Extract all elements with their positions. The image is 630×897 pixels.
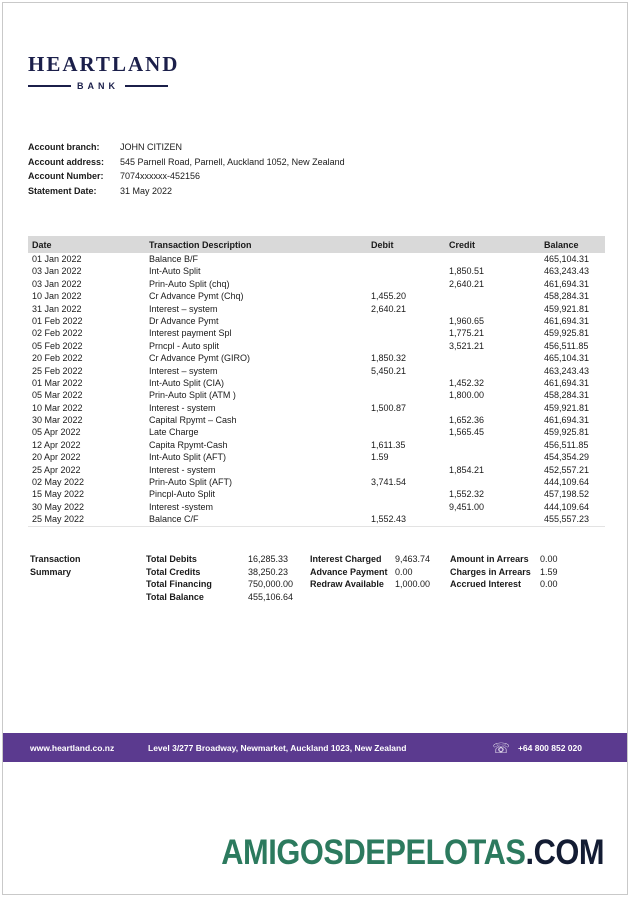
summary-value: 750,000.00 bbox=[248, 579, 294, 590]
cell-balance: 463,243.43 bbox=[544, 365, 590, 376]
summary-value: 9,463.74 bbox=[395, 554, 431, 564]
cell-debit bbox=[367, 327, 445, 339]
summary-value: 0.00 bbox=[540, 554, 558, 564]
cell-credit bbox=[445, 451, 540, 463]
account-info-value: 545 Parnell Road, Parnell, Auckland 1052, New Zealand bbox=[120, 156, 345, 167]
summary-title bbox=[30, 553, 146, 603]
cell-description: Capital Rpymt – Cash bbox=[149, 415, 237, 426]
summary-row bbox=[146, 578, 310, 591]
cell-description: Balance B/F bbox=[149, 254, 199, 264]
cell-date: 02 May 2022 bbox=[32, 477, 85, 488]
table-row bbox=[28, 352, 605, 364]
cell-description: Interest -system bbox=[149, 501, 214, 512]
cell-credit bbox=[445, 290, 540, 302]
cell-debit bbox=[367, 340, 445, 352]
cell-credit: 3,521.21 bbox=[449, 340, 485, 351]
summary-label: Total Credits bbox=[146, 566, 201, 577]
cell-balance: 461,694.31 bbox=[544, 415, 590, 426]
cell-date: 03 Jan 2022 bbox=[32, 266, 82, 277]
table-header-debit: Debit bbox=[371, 239, 394, 250]
cell-description: Late Charge bbox=[149, 427, 199, 438]
cell-credit: 1,452.32 bbox=[449, 377, 485, 388]
watermark-main: AMIGOSDEPELOTAS bbox=[221, 833, 526, 872]
phone-icon: ☏ bbox=[492, 739, 510, 756]
cell-description: Cr Advance Pymt (Chq) bbox=[149, 291, 244, 302]
cell-balance: 459,925.81 bbox=[544, 427, 590, 438]
table-row bbox=[28, 315, 605, 327]
cell-balance: 458,284.31 bbox=[544, 291, 590, 302]
cell-credit: 1,565.45 bbox=[449, 427, 485, 438]
summary-row bbox=[450, 578, 602, 591]
cell-date: 31 Jan 2022 bbox=[32, 303, 82, 314]
cell-date: 02 Feb 2022 bbox=[32, 328, 83, 339]
cell-balance: 454,354.29 bbox=[544, 452, 590, 463]
footer-website: www.heartland.co.nz bbox=[30, 742, 115, 753]
account-info-value: 31 May 2022 bbox=[120, 185, 173, 196]
cell-balance: 458,284.31 bbox=[544, 390, 590, 401]
cell-date: 20 Apr 2022 bbox=[32, 452, 81, 463]
footer-phone: +64 800 852 020 bbox=[517, 742, 582, 753]
table-row bbox=[28, 303, 605, 315]
table-row bbox=[28, 426, 605, 438]
summary-label: Amount in Arrears bbox=[450, 554, 529, 564]
cell-date: 25 Apr 2022 bbox=[32, 464, 81, 475]
summary-row bbox=[310, 553, 450, 566]
cell-date: 20 Feb 2022 bbox=[32, 353, 83, 364]
cell-credit: 1,800.00 bbox=[449, 390, 485, 401]
cell-credit bbox=[445, 402, 540, 414]
cell-debit bbox=[367, 488, 445, 500]
cell-debit: 1,500.87 bbox=[371, 402, 407, 413]
cell-description: Int-Auto Split (CIA) bbox=[149, 377, 225, 388]
cell-balance: 459,925.81 bbox=[544, 328, 590, 339]
cell-balance: 444,109.64 bbox=[544, 501, 590, 512]
cell-date: 10 Jan 2022 bbox=[32, 291, 82, 302]
summary-value: 455,106.64 bbox=[248, 591, 294, 602]
summary-label: Redraw Available bbox=[310, 579, 384, 590]
account-info-label: Account address: bbox=[28, 156, 105, 167]
cell-description: Interest - system bbox=[149, 402, 216, 413]
cell-description: Interest – system bbox=[149, 365, 218, 376]
summary-title-line1: Transaction bbox=[30, 554, 81, 564]
cell-balance: 459,921.81 bbox=[544, 402, 590, 413]
cell-date: 12 Apr 2022 bbox=[32, 439, 81, 450]
transaction-summary bbox=[30, 553, 602, 603]
cell-credit bbox=[445, 253, 540, 265]
logo-rule-left bbox=[28, 85, 71, 87]
cell-debit: 1,611.35 bbox=[371, 439, 406, 450]
cell-date: 30 May 2022 bbox=[32, 501, 85, 512]
summary-value: 1.59 bbox=[540, 566, 558, 577]
summary-value: 1,000.00 bbox=[395, 579, 431, 590]
cell-description: Dr Advance Pymt bbox=[149, 315, 219, 326]
cell-description: Prin-Auto Split (chq) bbox=[149, 278, 230, 289]
cell-balance: 444,109.64 bbox=[544, 477, 590, 488]
cell-description: Interest - system bbox=[149, 464, 216, 475]
summary-label: Total Debits bbox=[146, 554, 197, 564]
bank-logo-sub: BANK bbox=[77, 81, 119, 91]
cell-balance: 456,511.85 bbox=[544, 340, 589, 351]
cell-credit: 1,775.21 bbox=[449, 328, 485, 339]
cell-date: 05 Apr 2022 bbox=[32, 427, 81, 438]
cell-description: Int-Auto Split bbox=[149, 266, 201, 277]
cell-description: Balance C/F bbox=[149, 514, 199, 525]
cell-balance: 457,198.52 bbox=[544, 489, 590, 500]
cell-date: 01 Feb 2022 bbox=[32, 315, 83, 326]
cell-credit bbox=[445, 352, 540, 364]
cell-description: Pincpl-Auto Split bbox=[149, 489, 216, 500]
account-info-row bbox=[28, 155, 345, 170]
summary-value: 38,250.23 bbox=[248, 566, 289, 577]
footer-phone-group bbox=[492, 741, 627, 755]
table-row bbox=[28, 389, 605, 401]
cell-debit bbox=[367, 278, 445, 290]
table-row bbox=[28, 265, 605, 277]
cell-date: 05 Feb 2022 bbox=[32, 340, 83, 351]
account-info-row bbox=[28, 140, 345, 155]
table-row bbox=[28, 439, 605, 451]
table-header-balance: Balance bbox=[544, 239, 579, 250]
account-info-label: Account branch: bbox=[28, 142, 100, 152]
table-row bbox=[28, 464, 605, 476]
cell-balance: 456,511.85 bbox=[544, 439, 589, 450]
table-row bbox=[28, 402, 605, 414]
summary-value: 0.00 bbox=[540, 579, 558, 590]
cell-credit bbox=[445, 513, 540, 525]
cell-debit: 5,450.21 bbox=[371, 365, 407, 376]
table-row bbox=[28, 513, 605, 525]
table-row bbox=[28, 451, 605, 463]
cell-date: 30 Mar 2022 bbox=[32, 415, 83, 426]
cell-description: Interest payment Spl bbox=[149, 328, 232, 339]
bank-logo bbox=[28, 52, 180, 91]
cell-date: 01 Mar 2022 bbox=[32, 377, 83, 388]
table-row bbox=[28, 290, 605, 302]
summary-title-line2: Summary bbox=[30, 566, 72, 577]
cell-debit bbox=[367, 389, 445, 401]
cell-balance: 459,921.81 bbox=[544, 303, 590, 314]
cell-debit: 1,552.43 bbox=[371, 514, 407, 525]
table-header-description: Transaction Description bbox=[149, 239, 252, 250]
table-row bbox=[28, 377, 605, 389]
table-row bbox=[28, 476, 605, 488]
cell-date: 03 Jan 2022 bbox=[32, 278, 82, 289]
cell-debit bbox=[367, 265, 445, 277]
cell-description: Int-Auto Split (AFT) bbox=[149, 452, 227, 463]
summary-interest-group bbox=[310, 553, 450, 603]
cell-date: 25 Feb 2022 bbox=[32, 365, 83, 376]
summary-label: Total Financing bbox=[146, 579, 212, 590]
account-info-row bbox=[28, 184, 345, 199]
cell-debit bbox=[367, 414, 445, 426]
cell-credit bbox=[445, 439, 540, 451]
cell-debit bbox=[367, 377, 445, 389]
table-header-date: Date bbox=[32, 239, 52, 250]
cell-credit bbox=[445, 365, 540, 377]
cell-credit: 1,854.21 bbox=[449, 464, 485, 475]
cell-credit: 1,652.36 bbox=[449, 415, 485, 426]
table-row bbox=[28, 414, 605, 426]
table-row bbox=[28, 327, 605, 339]
cell-date: 10 Mar 2022 bbox=[32, 402, 83, 413]
summary-row bbox=[450, 566, 602, 579]
bank-logo-subline bbox=[28, 81, 168, 91]
cell-credit: 2,640.21 bbox=[449, 278, 485, 289]
footer-bar bbox=[3, 733, 627, 762]
summary-label: Advance Payment bbox=[310, 566, 388, 577]
cell-date: 15 May 2022 bbox=[32, 489, 85, 500]
account-info-value: 7074xxxxxx-452156 bbox=[120, 171, 201, 181]
cell-credit bbox=[445, 303, 540, 315]
table-row bbox=[28, 488, 605, 500]
cell-debit: 3,741.54 bbox=[371, 477, 407, 488]
table-row bbox=[28, 340, 605, 352]
watermark-suffix: .COM bbox=[525, 833, 604, 872]
cell-balance: 452,557.21 bbox=[544, 464, 590, 475]
table-row bbox=[28, 278, 605, 290]
cell-debit bbox=[367, 426, 445, 438]
table-header-credit: Credit bbox=[449, 239, 476, 250]
cell-debit: 1,455.20 bbox=[371, 291, 407, 302]
summary-row bbox=[310, 578, 450, 591]
cell-debit bbox=[367, 253, 445, 265]
cell-debit: 1.59 bbox=[371, 452, 389, 463]
summary-row bbox=[146, 553, 310, 566]
account-info-label: Statement Date: bbox=[28, 185, 97, 196]
cell-description: Prncpl - Auto split bbox=[149, 340, 220, 351]
cell-balance: 465,104.31 bbox=[544, 254, 590, 264]
account-info-value: JOHN CITIZEN bbox=[120, 142, 182, 152]
cell-credit: 1,850.51 bbox=[449, 266, 485, 277]
account-info bbox=[28, 140, 345, 198]
cell-balance: 455,557.23 bbox=[544, 514, 590, 525]
cell-date: 25 May 2022 bbox=[32, 514, 85, 525]
logo-rule-right bbox=[125, 85, 168, 87]
summary-label: Total Balance bbox=[146, 591, 204, 602]
transactions-table bbox=[28, 236, 605, 527]
cell-debit bbox=[367, 464, 445, 476]
cell-description: Capita Rpymt-Cash bbox=[149, 439, 228, 450]
cell-date: 05 Mar 2022 bbox=[32, 390, 83, 401]
cell-debit: 2,640.21 bbox=[371, 303, 407, 314]
cell-credit: 1,960.65 bbox=[449, 315, 485, 326]
summary-label: Accrued Interest bbox=[450, 579, 522, 590]
cell-balance: 461,694.31 bbox=[544, 377, 590, 388]
summary-row bbox=[146, 566, 310, 579]
summary-arrears-group bbox=[450, 553, 602, 603]
cell-credit: 9,451.00 bbox=[449, 501, 485, 512]
summary-value: 16,285.33 bbox=[248, 554, 289, 564]
bank-logo-name: HEARTLAND bbox=[28, 52, 180, 76]
footer-address: Level 3/277 Broadway, Newmarket, Auckland 1023, New Zealand bbox=[148, 742, 407, 753]
summary-row bbox=[146, 591, 310, 604]
table-row bbox=[28, 253, 605, 265]
cell-description: Cr Advance Pymt (GIRO) bbox=[149, 353, 251, 364]
cell-description: Prin-Auto Split (ATM ) bbox=[149, 390, 236, 401]
account-info-row bbox=[28, 169, 345, 184]
cell-balance: 461,694.31 bbox=[544, 315, 590, 326]
cell-balance: 463,243.43 bbox=[544, 266, 590, 277]
summary-row bbox=[310, 566, 450, 579]
cell-debit: 1,850.32 bbox=[371, 353, 407, 364]
table-row bbox=[28, 365, 605, 377]
table-row bbox=[28, 501, 605, 513]
summary-label: Interest Charged bbox=[310, 554, 382, 564]
summary-label: Charges in Arrears bbox=[450, 566, 531, 577]
table-header-row bbox=[28, 236, 605, 253]
cell-description: Interest – system bbox=[149, 303, 218, 314]
cell-date: 01 Jan 2022 bbox=[32, 254, 82, 264]
summary-value: 0.00 bbox=[395, 566, 413, 577]
cell-debit bbox=[367, 501, 445, 513]
cell-balance: 465,104.31 bbox=[544, 353, 590, 364]
cell-credit: 1,552.32 bbox=[449, 489, 485, 500]
cell-description: Prin-Auto Split (AFT) bbox=[149, 477, 233, 488]
site-watermark bbox=[221, 833, 604, 873]
account-info-label: Account Number: bbox=[28, 171, 104, 181]
cell-credit bbox=[445, 476, 540, 488]
table-body bbox=[28, 253, 605, 527]
cell-balance: 461,694.31 bbox=[544, 278, 590, 289]
cell-debit bbox=[367, 315, 445, 327]
summary-totals-group bbox=[146, 553, 310, 603]
summary-row bbox=[450, 553, 602, 566]
